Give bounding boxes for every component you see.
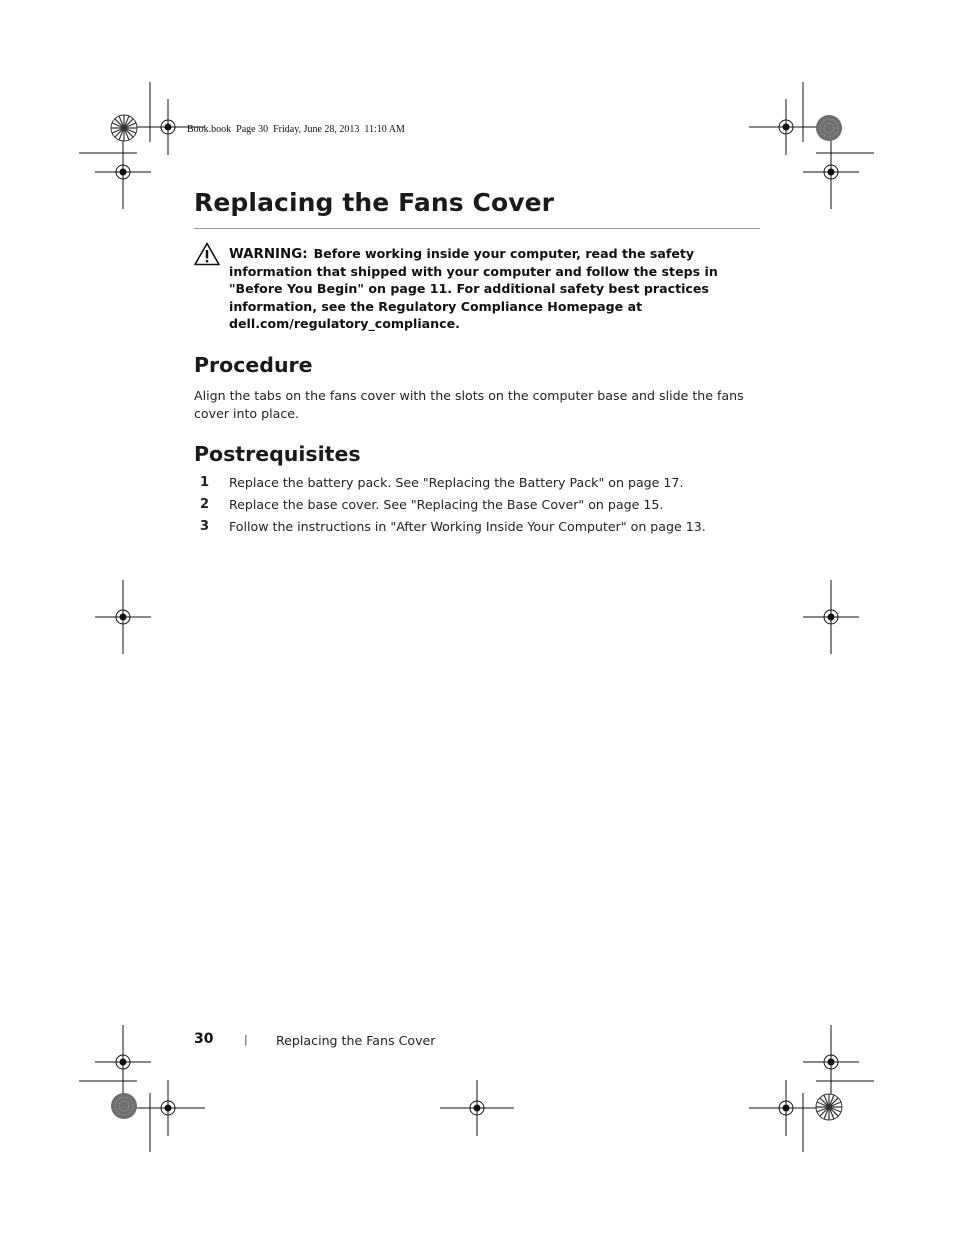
footer-separator: | bbox=[244, 1033, 248, 1046]
footer-section-title: Replacing the Fans Cover bbox=[276, 1033, 436, 1048]
step-number: 1 bbox=[200, 475, 210, 490]
title-divider bbox=[194, 228, 760, 229]
page-footer bbox=[0, 1031, 954, 1053]
step-number: 3 bbox=[200, 519, 210, 534]
procedure-heading: Procedure bbox=[194, 353, 313, 377]
list-item bbox=[194, 496, 754, 518]
step-number: 2 bbox=[200, 497, 210, 512]
step-text: Replace the battery pack. See "Replacing the Battery Pack" on page 17. bbox=[229, 475, 684, 490]
step-text: Replace the base cover. See "Replacing the Base Cover" on page 15. bbox=[229, 497, 664, 512]
warning-triangle-icon bbox=[194, 242, 220, 266]
procedure-text: Align the tabs on the fans cover with the slots on the computer base and slide the fans cover into place. bbox=[194, 388, 744, 421]
page-number: 30 bbox=[194, 1031, 214, 1047]
step-text: Follow the instructions in "After Working Inside Your Computer" on page 13. bbox=[229, 519, 706, 534]
postrequisites-list bbox=[194, 474, 754, 540]
list-item bbox=[194, 474, 754, 496]
warning-text-block bbox=[229, 245, 760, 332]
warning-label: WARNING: bbox=[229, 247, 308, 262]
warning-body: Before working inside your computer, read the safety information that shipped with your computer and follow the steps in "Before You Begin" on page 11. For additional safety best practices information, see the Regulatory Compliance Homepage at dell.com/regulatory_compliance. bbox=[229, 246, 718, 331]
page-title: Replacing the Fans Cover bbox=[194, 188, 555, 217]
list-item bbox=[194, 518, 754, 540]
print-header: Book.book Page 30 Friday, June 28, 2013 11:10 AM bbox=[187, 124, 405, 135]
postrequisites-heading: Postrequisites bbox=[194, 442, 361, 466]
